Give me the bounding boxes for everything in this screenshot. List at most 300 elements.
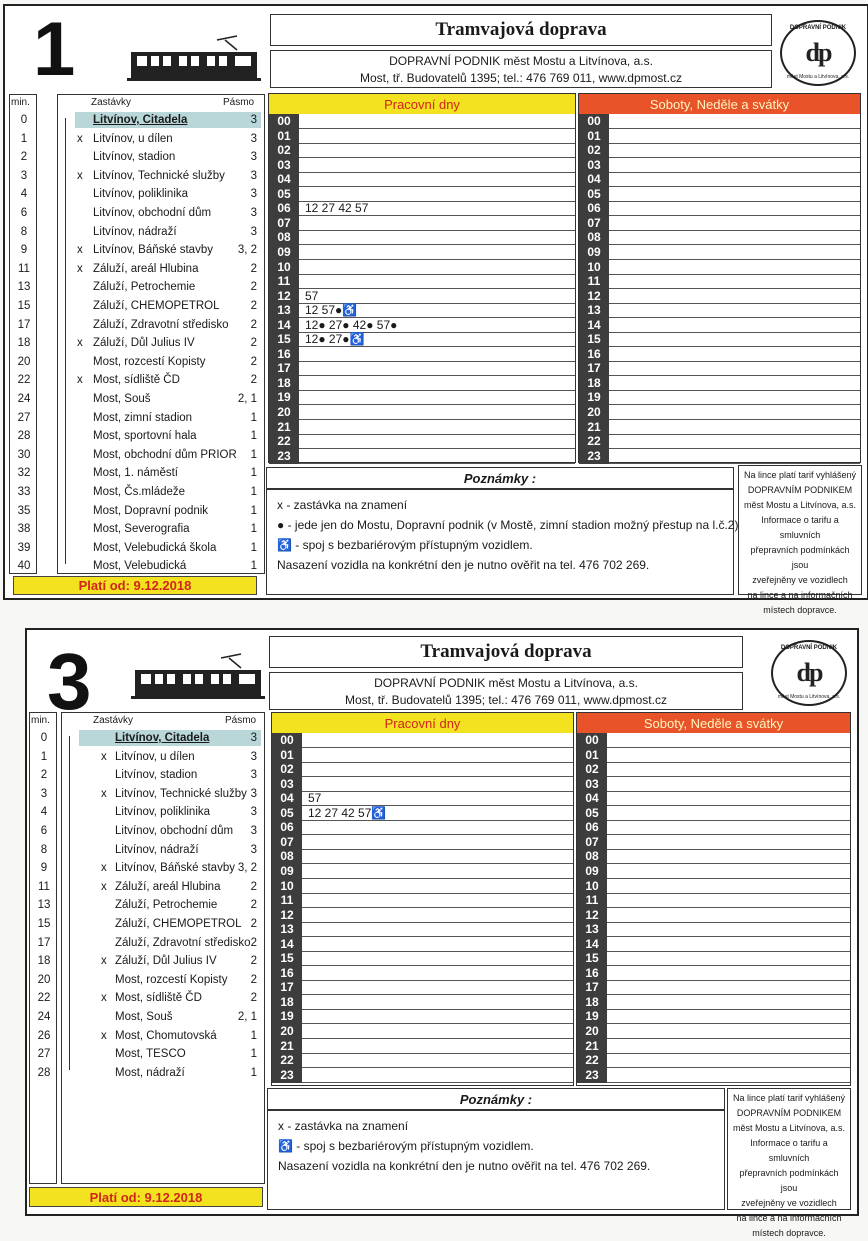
tariff-line: DOPRAVNÍM PODNIKEM bbox=[747, 485, 853, 495]
hour-row bbox=[272, 1024, 573, 1039]
request-stop-mark: x bbox=[101, 880, 107, 893]
hour-label: 19 bbox=[579, 390, 609, 405]
company-address: Most, tř. Budovatelů 1395; tel.: 476 769 011, www.dpmost.cz bbox=[360, 71, 682, 85]
hour-row bbox=[579, 114, 860, 129]
hour-row bbox=[577, 777, 850, 792]
hour-label: 08 bbox=[579, 230, 609, 245]
stop-row bbox=[9, 334, 265, 352]
hour-row bbox=[269, 390, 575, 405]
stop-name: Most, Severografia bbox=[93, 523, 190, 536]
hour-label: 02 bbox=[579, 143, 609, 158]
hour-label: 23 bbox=[579, 449, 609, 464]
hour-label: 03 bbox=[272, 777, 302, 792]
tram-icon bbox=[127, 34, 261, 84]
hour-label: 04 bbox=[272, 791, 302, 806]
hour-row bbox=[272, 1068, 573, 1083]
hour-label: 06 bbox=[579, 201, 609, 216]
hour-row bbox=[579, 260, 860, 275]
stop-minute: 2 bbox=[20, 151, 28, 164]
hour-label: 22 bbox=[577, 1053, 607, 1068]
stop-row bbox=[9, 427, 265, 445]
hour-row bbox=[269, 405, 575, 420]
stop-name: Litvínov, poliklinika bbox=[115, 806, 211, 819]
stop-name: Most, nádraží bbox=[115, 1066, 185, 1079]
hour-label: 02 bbox=[577, 762, 607, 777]
hour-row bbox=[272, 748, 573, 763]
hour-label: 19 bbox=[269, 390, 299, 405]
tariff-line: DOPRAVNÍM PODNIKEM bbox=[736, 1108, 842, 1118]
stop-row bbox=[29, 859, 265, 877]
stop-minute: 15 bbox=[17, 300, 31, 312]
request-stop-mark: x bbox=[77, 132, 83, 145]
hour-row bbox=[579, 449, 860, 464]
hour-row bbox=[577, 791, 850, 806]
hour-label: 07 bbox=[579, 216, 609, 231]
hour-row bbox=[269, 114, 575, 129]
stop-row bbox=[29, 1064, 265, 1082]
stop-name: Most, TESCO bbox=[115, 1048, 186, 1061]
hour-label: 18 bbox=[272, 995, 302, 1010]
hour-label: 14 bbox=[579, 318, 609, 333]
hour-label: 03 bbox=[579, 158, 609, 173]
stop-name: Litvínov, obchodní dům bbox=[93, 207, 212, 219]
stop-zone: 1 bbox=[250, 560, 257, 573]
note-line: ● - jede jen do Mostu, Dopravní podnik (v Mostě, zimní stadion možný přestup na l.č.2) bbox=[277, 518, 739, 532]
notes-title: Poznámky : bbox=[266, 467, 734, 489]
tariff-line: měst Mostu a Litvínova, a.s. bbox=[732, 1123, 846, 1133]
stop-minute: 1 bbox=[20, 132, 28, 145]
dp-logo bbox=[771, 640, 847, 706]
stop-minute: 0 bbox=[20, 114, 28, 126]
stop-minute: 18 bbox=[37, 955, 51, 968]
stop-row bbox=[9, 390, 265, 408]
stop-zone: 2 bbox=[250, 955, 257, 968]
valid-from: Platí od: 9.12.2018 bbox=[13, 576, 257, 595]
stop-name: Litvínov, stadion bbox=[115, 769, 198, 782]
notes-box bbox=[267, 1110, 725, 1210]
hour-label: 19 bbox=[577, 1009, 607, 1024]
stop-name: Litvínov, nádraží bbox=[115, 843, 199, 856]
hour-label: 14 bbox=[577, 937, 607, 952]
departure-minutes: 12 57●♿ bbox=[305, 303, 358, 318]
tariff-line: Na lince platí tarif vyhlášený bbox=[743, 470, 857, 480]
stop-zone: 2 bbox=[250, 973, 257, 986]
stop-name: Litvínov, obchodní dům bbox=[115, 825, 234, 837]
request-stop-mark: x bbox=[101, 955, 107, 968]
stop-minute: 9 bbox=[40, 862, 48, 875]
departure-minutes: 12 27 42 57♿ bbox=[308, 805, 387, 820]
hour-row bbox=[579, 201, 860, 216]
stop-minute: 4 bbox=[40, 806, 48, 819]
tariff-line: místech dopravce. bbox=[763, 605, 837, 615]
hour-row bbox=[579, 230, 860, 245]
weekday-header: Pracovní dny bbox=[272, 713, 573, 733]
tariff-line: přepravních podmínkách jsou bbox=[739, 1168, 839, 1193]
hour-row bbox=[269, 347, 575, 362]
hour-label: 18 bbox=[579, 376, 609, 391]
hour-label: 00 bbox=[579, 114, 609, 129]
stop-minute: 28 bbox=[17, 430, 31, 443]
stop-row bbox=[9, 520, 265, 538]
note-line: x - zastávka na znamení bbox=[277, 498, 408, 512]
hour-row bbox=[579, 361, 860, 376]
dp-logo bbox=[780, 20, 856, 86]
stop-row bbox=[9, 353, 265, 371]
hour-label: 23 bbox=[577, 1068, 607, 1083]
hour-label: 18 bbox=[269, 376, 299, 391]
hour-label: 01 bbox=[577, 748, 607, 763]
hour-label: 04 bbox=[577, 791, 607, 806]
stop-name: Litvínov, poliklinika bbox=[93, 188, 189, 201]
hour-row bbox=[579, 187, 860, 202]
hour-row bbox=[272, 893, 573, 908]
hour-row bbox=[577, 980, 850, 995]
stop-row bbox=[29, 803, 265, 821]
note-line: ♿ - spoj s bezbariérovým přístupným vozidlem. bbox=[277, 538, 533, 552]
stop-row bbox=[9, 502, 265, 520]
stop-row bbox=[9, 409, 265, 427]
hour-row bbox=[269, 449, 575, 464]
stop-zone: 1 bbox=[250, 1029, 257, 1042]
stop-row bbox=[29, 934, 265, 952]
stop-minute: 3 bbox=[40, 787, 48, 800]
hour-row bbox=[577, 820, 850, 835]
hour-row bbox=[579, 245, 860, 260]
departure-minutes: 12● 27● 42● 57● bbox=[305, 317, 398, 332]
stop-minute: 30 bbox=[17, 448, 31, 461]
hour-label: 02 bbox=[272, 762, 302, 777]
hour-label: 09 bbox=[269, 245, 299, 260]
logo-mark: dp bbox=[805, 38, 831, 67]
hour-row bbox=[579, 216, 860, 231]
hour-row bbox=[272, 1039, 573, 1054]
stop-zone: 2 bbox=[250, 300, 257, 312]
hour-row bbox=[269, 216, 575, 231]
stop-minute: 24 bbox=[37, 1011, 51, 1023]
stop-name: Most, Chomutovská bbox=[115, 1029, 217, 1042]
tariff-line: měst Mostu a Litvínova, a.s. bbox=[743, 500, 857, 510]
note-line: ♿ - spoj s bezbariérovým přístupným vozidlem. bbox=[278, 1139, 534, 1153]
hour-row bbox=[269, 129, 575, 144]
stop-minute: 28 bbox=[37, 1066, 51, 1079]
company-address: Most, tř. Budovatelů 1395; tel.: 476 769 011, www.dpmost.cz bbox=[345, 693, 667, 707]
stop-minute: 3 bbox=[20, 169, 28, 182]
hour-row bbox=[269, 260, 575, 275]
stop-name: Záluží, Důl Julius IV bbox=[115, 955, 217, 968]
stop-name: Most, sportovní hala bbox=[93, 430, 197, 443]
hour-label: 12 bbox=[272, 908, 302, 923]
hour-row bbox=[577, 762, 850, 777]
hour-label: 05 bbox=[272, 806, 302, 821]
stop-row bbox=[9, 539, 265, 557]
hour-label: 00 bbox=[269, 114, 299, 129]
hour-label: 13 bbox=[269, 303, 299, 318]
tariff-line: zveřejněny ve vozidlech bbox=[741, 1198, 837, 1208]
hour-label: 11 bbox=[579, 274, 609, 289]
tariff-line: Na lince platí tarif vyhlášený bbox=[732, 1093, 846, 1103]
hour-row bbox=[272, 908, 573, 923]
stop-row bbox=[9, 111, 265, 129]
hour-row bbox=[272, 1009, 573, 1024]
hour-label: 05 bbox=[269, 187, 299, 202]
stop-zone: 2 bbox=[250, 992, 257, 1005]
stop-zone: 1 bbox=[250, 486, 257, 498]
stop-row bbox=[9, 297, 265, 315]
weekend-timetable bbox=[576, 712, 851, 1086]
stop-minute: 20 bbox=[37, 973, 51, 986]
hour-label: 04 bbox=[579, 172, 609, 187]
hour-row bbox=[272, 835, 573, 850]
note-line: Nasazení vozidla na konkrétní den je nutno ověřit na tel. 476 702 269. bbox=[278, 1159, 651, 1173]
stop-name: Most, Souš bbox=[93, 393, 151, 405]
hour-label: 20 bbox=[272, 1024, 302, 1039]
hour-label: 12 bbox=[579, 289, 609, 304]
hour-row bbox=[269, 303, 575, 318]
hour-row bbox=[579, 347, 860, 362]
hour-row bbox=[577, 1039, 850, 1054]
stop-row bbox=[9, 557, 265, 575]
hour-row bbox=[269, 318, 575, 333]
hour-label: 01 bbox=[272, 748, 302, 763]
hour-row bbox=[579, 158, 860, 173]
hour-row bbox=[579, 274, 860, 289]
hour-row bbox=[272, 1053, 573, 1068]
stop-minute: 11 bbox=[38, 880, 50, 893]
hour-label: 06 bbox=[272, 820, 302, 835]
line-number: 3 bbox=[47, 637, 92, 726]
hour-label: 02 bbox=[269, 143, 299, 158]
hour-row bbox=[579, 143, 860, 158]
timetable-sheet-line-3 bbox=[25, 628, 859, 1238]
stop-name: Most, zimní stadion bbox=[93, 411, 193, 424]
hour-row bbox=[272, 777, 573, 792]
hour-label: 00 bbox=[577, 733, 607, 748]
stop-zone: 1 bbox=[250, 430, 257, 443]
departure-minutes: 57 bbox=[308, 791, 322, 806]
hour-label: 10 bbox=[269, 260, 299, 275]
stop-row bbox=[9, 464, 265, 482]
hour-row bbox=[269, 143, 575, 158]
hour-label: 07 bbox=[269, 216, 299, 231]
stop-zone: 2 bbox=[250, 899, 257, 912]
hour-row bbox=[269, 289, 575, 304]
stop-name: Most, Souš bbox=[115, 1011, 173, 1023]
hour-label: 15 bbox=[579, 332, 609, 347]
stop-name: Most, Velebudická bbox=[93, 560, 187, 573]
stop-minute: 35 bbox=[17, 504, 31, 517]
hour-row bbox=[272, 980, 573, 995]
stop-zone: 3 bbox=[250, 207, 257, 219]
hour-row bbox=[577, 995, 850, 1010]
request-stop-mark: x bbox=[101, 862, 107, 875]
hour-row bbox=[577, 951, 850, 966]
stop-name: Most, Čs.mládeže bbox=[93, 486, 186, 498]
tariff-line: na lince a na informačních bbox=[736, 1213, 842, 1223]
stop-zone: 3 bbox=[250, 151, 257, 164]
hour-row bbox=[272, 937, 573, 952]
hour-row bbox=[577, 1068, 850, 1083]
notes-box bbox=[266, 489, 739, 595]
hour-row bbox=[272, 951, 573, 966]
logo-bottom-text: měst Mostu a Litvínova, a.s. bbox=[777, 694, 841, 700]
stop-zone: 3 bbox=[250, 843, 257, 856]
hour-label: 15 bbox=[577, 951, 607, 966]
hour-row bbox=[272, 806, 573, 821]
stop-row bbox=[29, 841, 265, 859]
hour-label: 21 bbox=[269, 420, 299, 435]
hour-label: 08 bbox=[272, 849, 302, 864]
hour-row bbox=[269, 187, 575, 202]
hour-label: 21 bbox=[272, 1039, 302, 1054]
stop-minute: 38 bbox=[17, 523, 31, 536]
hour-label: 18 bbox=[577, 995, 607, 1010]
hour-label: 19 bbox=[272, 1009, 302, 1024]
hour-label: 17 bbox=[579, 361, 609, 376]
stop-minute: 22 bbox=[37, 992, 51, 1005]
stop-zone: 2 bbox=[250, 337, 257, 350]
hour-label: 07 bbox=[577, 835, 607, 850]
hour-label: 08 bbox=[269, 230, 299, 245]
stop-row bbox=[29, 971, 265, 989]
notes-title: Poznámky : bbox=[267, 1088, 725, 1110]
hour-row bbox=[577, 908, 850, 923]
hour-label: 17 bbox=[272, 980, 302, 995]
stop-name: Litvínov, Báňské stavby bbox=[93, 244, 213, 257]
hour-label: 22 bbox=[272, 1053, 302, 1068]
hour-label: 20 bbox=[269, 405, 299, 420]
timetable-sheet-line-1 bbox=[3, 4, 868, 615]
stop-minute: 27 bbox=[17, 411, 31, 424]
stop-row bbox=[9, 223, 265, 241]
stop-zone: 2, 1 bbox=[237, 393, 257, 405]
stop-zone: 2 bbox=[250, 318, 257, 331]
request-stop-mark: x bbox=[77, 374, 83, 387]
hour-row bbox=[269, 201, 575, 216]
stop-zone: 1 bbox=[250, 1066, 257, 1079]
weekday-timetable bbox=[271, 712, 574, 1086]
stop-name: Záluží, areál Hlubina bbox=[115, 880, 221, 893]
stop-zone: 3 bbox=[250, 188, 257, 201]
page-title: Tramvajová doprava bbox=[269, 636, 743, 668]
request-stop-mark: x bbox=[101, 787, 107, 800]
hour-label: 03 bbox=[269, 158, 299, 173]
valid-from: Platí od: 9.12.2018 bbox=[29, 1187, 263, 1207]
stop-row bbox=[9, 185, 265, 203]
hour-row bbox=[269, 361, 575, 376]
stop-minute: 33 bbox=[17, 486, 31, 498]
stop-row bbox=[29, 1045, 265, 1063]
stop-minute: 22 bbox=[17, 374, 31, 387]
stop-zone: 3, 2 bbox=[237, 862, 257, 875]
stop-zone: 3 bbox=[250, 750, 257, 763]
hour-row bbox=[577, 893, 850, 908]
stop-row bbox=[9, 316, 265, 334]
stop-minute: 40 bbox=[17, 560, 31, 573]
hour-row bbox=[272, 879, 573, 894]
stop-zone: 3 bbox=[250, 806, 257, 819]
hour-label: 05 bbox=[579, 187, 609, 202]
stop-row bbox=[29, 915, 265, 933]
note-line: Nasazení vozidla na konkrétní den je nutno ověřit na tel. 476 702 269. bbox=[277, 558, 650, 572]
hour-label: 12 bbox=[269, 289, 299, 304]
hour-label: 07 bbox=[272, 835, 302, 850]
stop-zone: 1 bbox=[250, 523, 257, 536]
stop-zone: 2 bbox=[250, 918, 257, 930]
stop-name: Záluží, CHEMOPETROL bbox=[93, 300, 220, 312]
hour-row bbox=[272, 762, 573, 777]
stop-name: Most, sídliště ČD bbox=[93, 374, 180, 387]
weekday-timetable bbox=[268, 93, 576, 463]
stop-zone: 1 bbox=[250, 448, 257, 461]
stop-zone: 1 bbox=[250, 467, 257, 480]
hour-row bbox=[269, 420, 575, 435]
logo-bottom-text: měst Mostu a Litvínova, a.s. bbox=[786, 74, 850, 80]
stop-name: Litvínov, Technické služby bbox=[115, 787, 247, 800]
header-stops: Zastávky bbox=[91, 97, 132, 108]
stop-minute: 26 bbox=[37, 1029, 51, 1042]
weekend-header: Soboty, Neděle a svátky bbox=[579, 94, 860, 114]
hour-row bbox=[272, 849, 573, 864]
company-info bbox=[269, 672, 743, 710]
hour-row bbox=[577, 1009, 850, 1024]
weekend-header: Soboty, Neděle a svátky bbox=[577, 713, 850, 733]
logo-mark: dp bbox=[796, 658, 822, 687]
stop-minute: 27 bbox=[37, 1048, 51, 1061]
company-info bbox=[270, 50, 772, 88]
stop-name: Most, sídliště ČD bbox=[115, 992, 202, 1005]
hour-row bbox=[272, 791, 573, 806]
hour-label: 09 bbox=[577, 864, 607, 879]
hour-label: 11 bbox=[577, 893, 607, 908]
stop-row bbox=[9, 278, 265, 296]
stop-minute: 13 bbox=[17, 281, 31, 294]
stop-name: Litvínov, Báňské stavby bbox=[115, 862, 235, 875]
stop-name: Záluží, Petrochemie bbox=[115, 899, 218, 912]
hour-row bbox=[577, 733, 850, 748]
stop-name: Most, rozcestí Kopisty bbox=[115, 973, 228, 986]
stop-minute: 4 bbox=[20, 188, 28, 201]
hour-label: 23 bbox=[272, 1068, 302, 1083]
request-stop-mark: x bbox=[77, 169, 83, 182]
hour-label: 13 bbox=[272, 922, 302, 937]
stop-row bbox=[29, 748, 265, 766]
stop-minute: 39 bbox=[17, 541, 31, 554]
hour-label: 22 bbox=[269, 434, 299, 449]
stop-minute: 0 bbox=[40, 732, 48, 744]
stop-zone: 2 bbox=[250, 374, 257, 387]
hour-label: 10 bbox=[579, 260, 609, 275]
stop-row bbox=[29, 1008, 265, 1026]
hour-label: 09 bbox=[579, 245, 609, 260]
stop-zone: 2 bbox=[250, 281, 257, 294]
stop-name: Litvínov, u dílen bbox=[93, 132, 173, 145]
hour-label: 06 bbox=[269, 201, 299, 216]
hour-label: 16 bbox=[269, 347, 299, 362]
note-line: x - zastávka na znamení bbox=[278, 1119, 409, 1133]
hour-row bbox=[272, 820, 573, 835]
request-stop-mark: x bbox=[77, 262, 83, 275]
stop-minute: 6 bbox=[40, 825, 48, 837]
hour-label: 14 bbox=[272, 937, 302, 952]
hour-row bbox=[272, 922, 573, 937]
weekend-timetable bbox=[578, 93, 861, 463]
hour-row bbox=[579, 303, 860, 318]
hour-label: 03 bbox=[577, 777, 607, 792]
stop-minute: 20 bbox=[17, 355, 31, 368]
stop-zone: 1 bbox=[250, 504, 257, 517]
hour-row bbox=[269, 376, 575, 391]
hour-label: 12 bbox=[577, 908, 607, 923]
